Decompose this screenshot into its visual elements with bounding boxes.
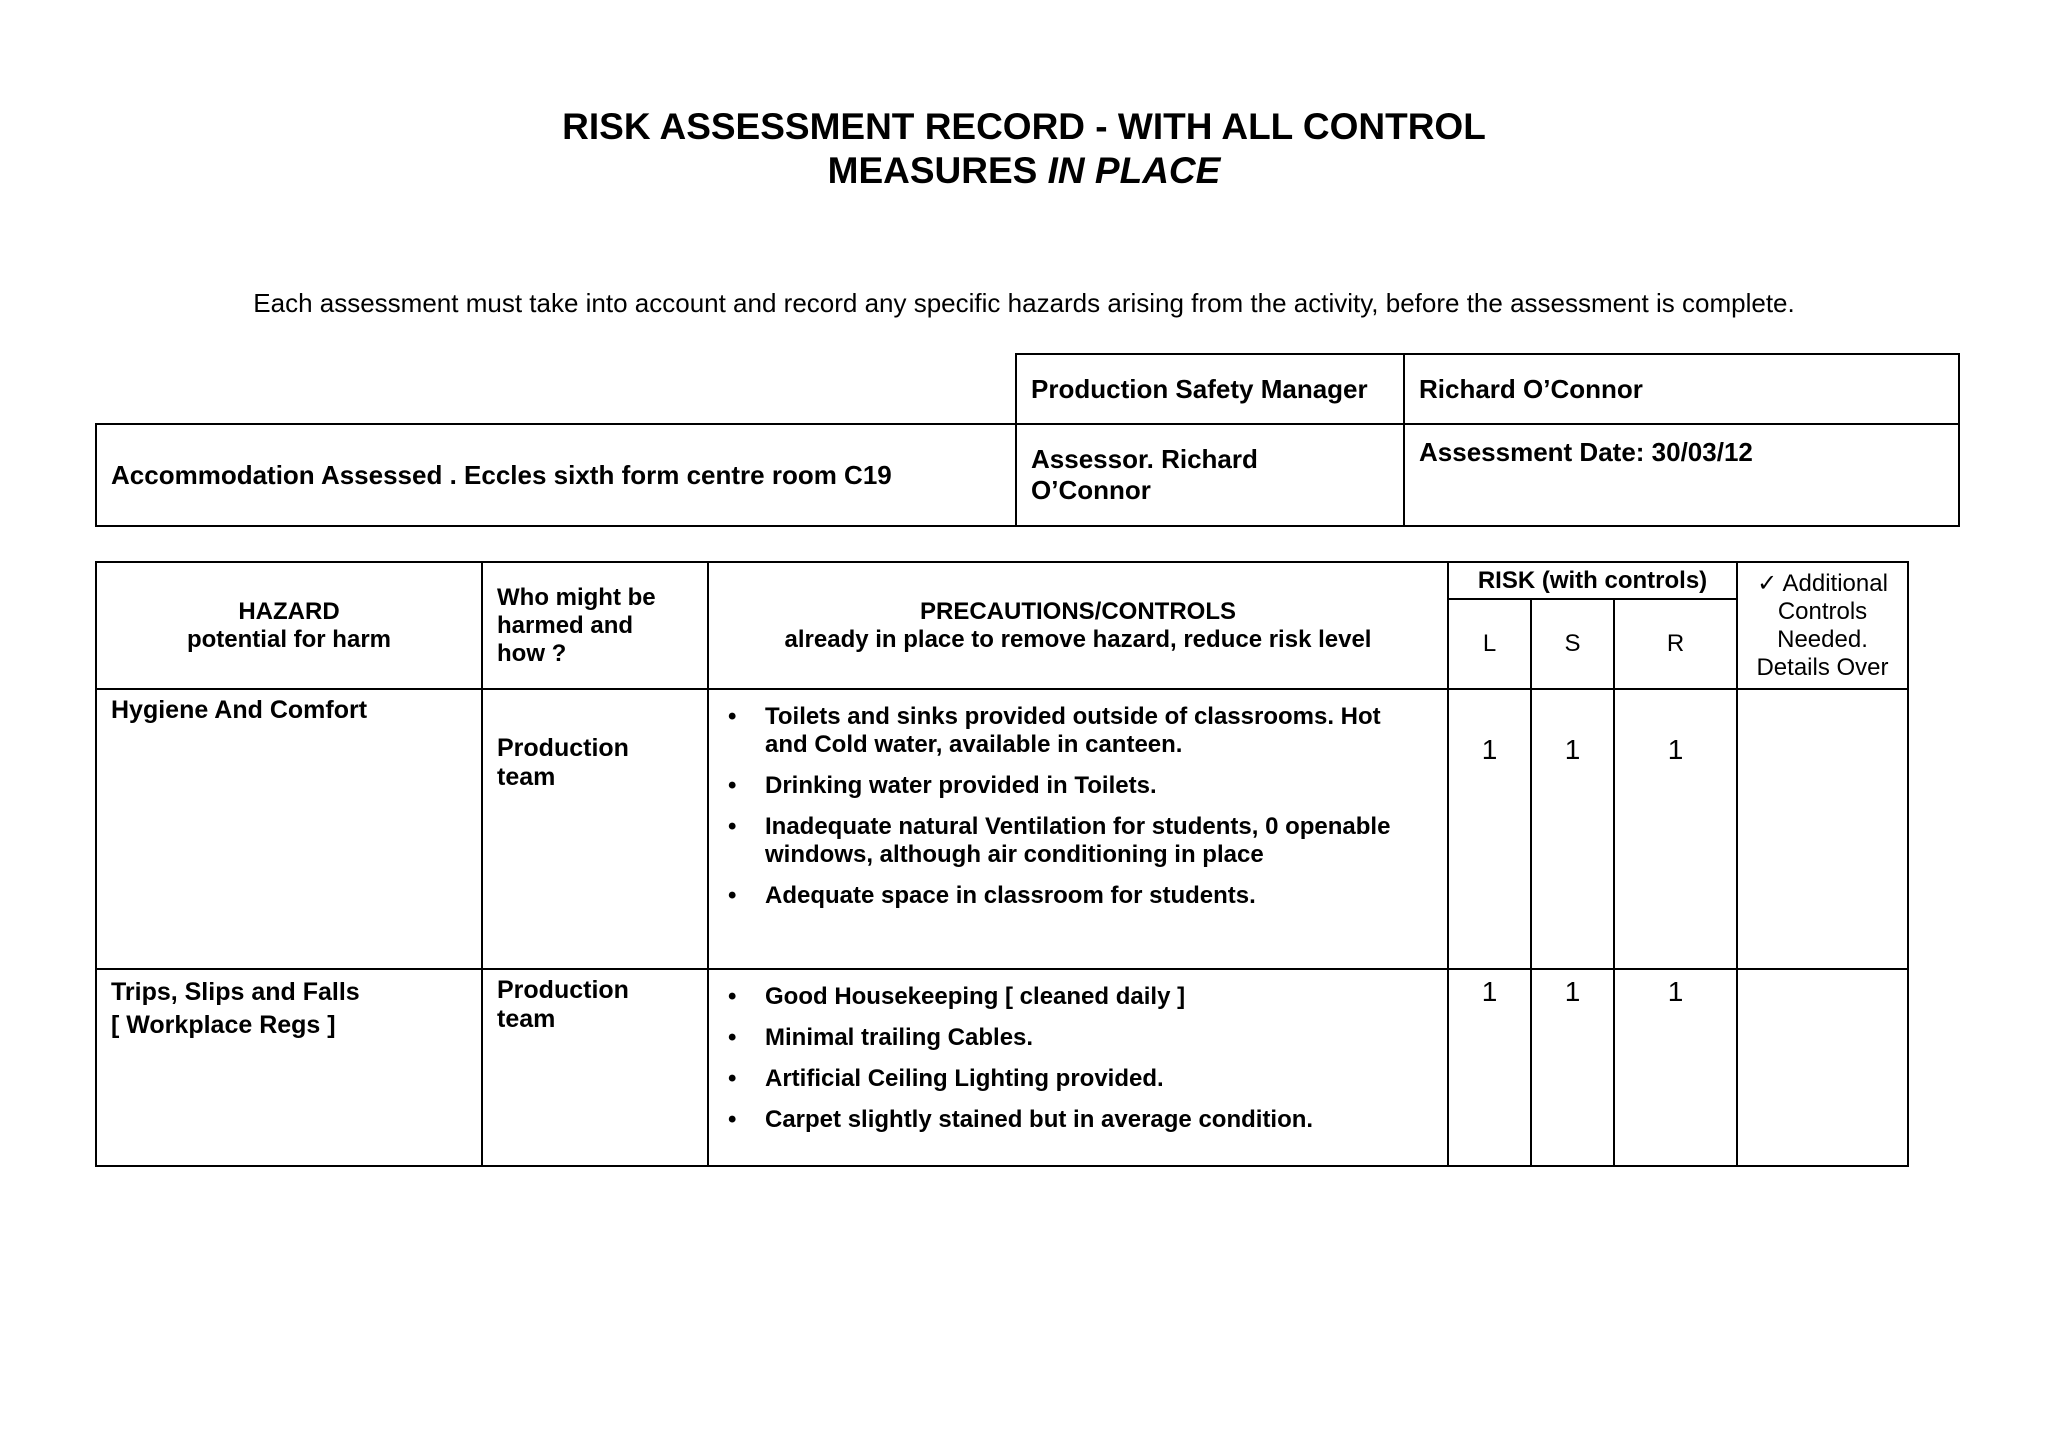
header-who bbox=[482, 562, 708, 689]
table-row bbox=[96, 689, 1908, 969]
header-hazard-line-2: potential for harm bbox=[186, 625, 391, 653]
likelihood-value: 1 bbox=[1448, 689, 1531, 969]
header-r: R bbox=[1614, 599, 1737, 689]
title-line-2-normal: MEASURES bbox=[827, 150, 1048, 191]
accommodation-assessed: Accommodation Assessed . Eccles sixth form centre room C19 bbox=[96, 424, 1016, 526]
document-title bbox=[0, 105, 2048, 193]
header-additional-controls bbox=[1737, 562, 1908, 689]
table-row bbox=[96, 969, 1908, 1166]
controls-list bbox=[709, 703, 1417, 910]
control-item: • Adequate space in classroom for students. bbox=[709, 882, 1417, 910]
hazard-cell bbox=[96, 689, 482, 969]
risk-value: 1 bbox=[1614, 969, 1737, 1166]
hazard-line-1: Trips, Slips and Falls bbox=[111, 978, 360, 1006]
severity-value: 1 bbox=[1531, 689, 1614, 969]
who-line-1: Production bbox=[497, 976, 629, 1004]
title-line-2-italic: IN PLACE bbox=[1047, 150, 1221, 191]
who-line-2: team bbox=[497, 1005, 556, 1033]
hazard-cell bbox=[96, 969, 482, 1166]
assessor bbox=[1016, 424, 1404, 526]
who-line-1: Production bbox=[497, 734, 629, 762]
header-precautions-line-2: already in place to remove hazard, reduce risk level bbox=[784, 625, 1372, 653]
role-label: Production Safety Manager bbox=[1016, 354, 1404, 424]
control-item: • Good Housekeeping [ cleaned daily ] bbox=[709, 983, 1417, 1011]
header-hazard-line-1: HAZARD bbox=[238, 597, 340, 625]
likelihood-value: 1 bbox=[1448, 969, 1531, 1166]
header-who-line-2: harmed and bbox=[497, 611, 634, 639]
additional-controls-cell bbox=[1737, 689, 1908, 969]
severity-value: 1 bbox=[1531, 969, 1614, 1166]
header-risk: RISK (with controls) bbox=[1448, 562, 1737, 599]
risk-table bbox=[95, 561, 1909, 1167]
title-line-2 bbox=[0, 149, 2048, 193]
header-s: S bbox=[1531, 599, 1614, 689]
header-additional-line-1: ✓ Additional bbox=[1757, 569, 1888, 597]
additional-controls-cell bbox=[1737, 969, 1908, 1166]
header-precautions bbox=[708, 562, 1448, 689]
instruction-text: Each assessment must take into account and record any specific hazards arising from the activity, before the assessment is complete. bbox=[253, 288, 1795, 318]
controls-cell bbox=[708, 969, 1448, 1166]
header-hazard bbox=[96, 562, 482, 689]
who-cell bbox=[482, 689, 708, 969]
risk-value: 1 bbox=[1614, 689, 1737, 969]
header-precautions-line-1: PRECAUTIONS/CONTROLS bbox=[919, 597, 1236, 625]
header-l: L bbox=[1448, 599, 1531, 689]
who-line-2: team bbox=[497, 763, 556, 791]
assessment-date: Assessment Date: 30/03/12 bbox=[1404, 424, 1959, 526]
controls-cell bbox=[708, 689, 1448, 969]
header-who-line-1: Who might be bbox=[497, 583, 656, 611]
control-item: • Minimal trailing Cables. bbox=[709, 1024, 1417, 1052]
header-additional-line-4: Details Over bbox=[1756, 653, 1889, 681]
hazard-line-1: Hygiene And Comfort bbox=[111, 696, 368, 724]
header-additional-line-3: Needed. bbox=[1777, 625, 1868, 653]
assessor-line-2: O’Connor bbox=[1031, 475, 1151, 505]
controls-list bbox=[709, 983, 1417, 1134]
info-blank-cell bbox=[96, 354, 1016, 424]
title-line-1: RISK ASSESSMENT RECORD - WITH ALL CONTROL bbox=[562, 106, 1486, 147]
control-item: • Artificial Ceiling Lighting provided. bbox=[709, 1065, 1417, 1093]
control-item: • Inadequate natural Ventilation for students, 0 openable windows, although air conditioning in place bbox=[709, 813, 1417, 869]
control-item: • Drinking water provided in Toilets. bbox=[709, 772, 1417, 800]
role-name: Richard O’Connor bbox=[1404, 354, 1959, 424]
control-item: • Toilets and sinks provided outside of classrooms. Hot and Cold water, available in canteen. bbox=[709, 703, 1417, 759]
assessment-info-table bbox=[95, 353, 1960, 527]
header-who-line-3: how ? bbox=[497, 639, 567, 667]
assessor-line-1: Assessor. Richard bbox=[1031, 444, 1258, 474]
who-cell bbox=[482, 969, 708, 1166]
header-additional-line-2: Controls bbox=[1777, 597, 1868, 625]
hazard-line-2: [ Workplace Regs ] bbox=[111, 1011, 336, 1039]
control-item: • Carpet slightly stained but in average condition. bbox=[709, 1106, 1417, 1134]
